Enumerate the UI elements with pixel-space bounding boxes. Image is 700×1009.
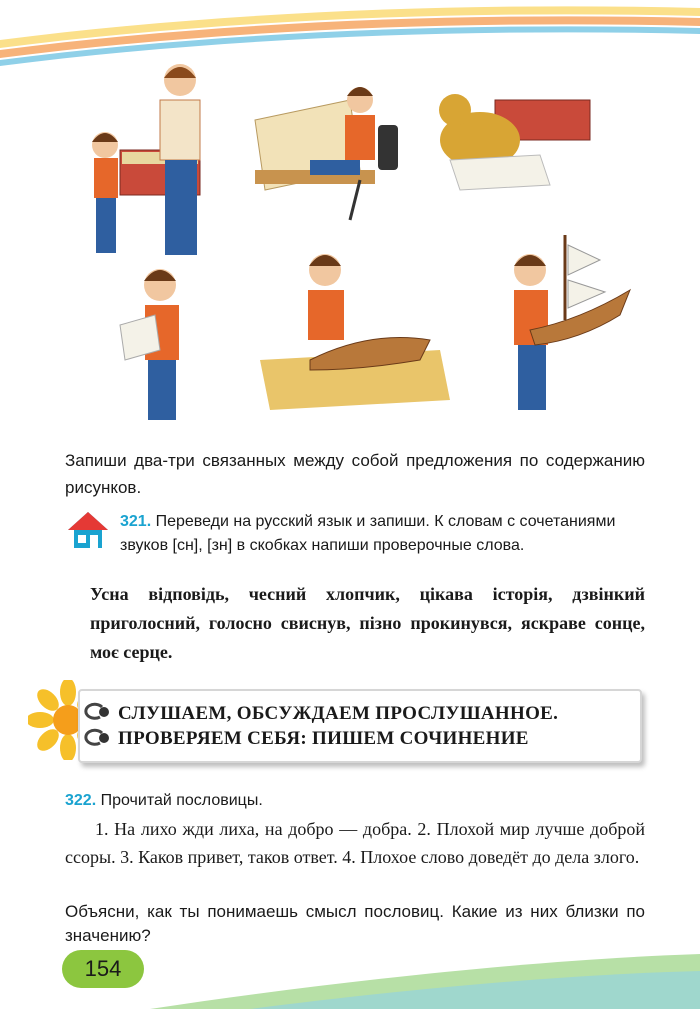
proverbs-text: 1. На лихо жди лиха, на добро — добра. 2. Плохой мир лучше доброй ссоры. 3. Каков привет, таков ответ. 4. Плохое слово доведёт до дела злого. (65, 819, 645, 867)
panel-repair (260, 254, 450, 410)
exercise-text: Прочитай пословицы. (100, 792, 263, 809)
panel-puppy (439, 94, 590, 190)
exercise-text: Переведи на русский язык и запиши. К словам с сочетаниями звуков [сн], [зн] в скобках напиши проверочные слова. (120, 513, 616, 554)
panel-desk (255, 87, 398, 220)
panel-ship (514, 235, 630, 410)
instruction-text: Запиши два-три связанных между собой предложения по содержанию рисунков. (65, 451, 645, 497)
exercise-number: 321. (120, 513, 152, 530)
panel-gift (92, 64, 200, 255)
story-illustrations (60, 60, 650, 430)
home-icon (66, 508, 110, 552)
binder-rings-icon (72, 695, 112, 755)
ukrainian-phrases: Усна відповідь, чесний хлопчик, цікава історія, дзвінкий приголосний, голосно свиснув, пізно прокинувся, яскраве сонце, моє серце. (90, 584, 645, 662)
panel-torn-paper (120, 269, 179, 420)
page-number: 154 (62, 950, 144, 988)
section-title-line-2: ПРОВЕРЯЕМ СЕБЯ: ПИШЕМ СОЧИНЕНИЕ (118, 728, 529, 749)
exercise-number: 322. (65, 792, 97, 809)
exercise-322 (65, 790, 263, 812)
question-text: Объясни, как ты понимаешь смысл пословиц. Какие из них близки по значению? (65, 902, 645, 945)
section-heading-box (78, 689, 642, 763)
exercise-321 (120, 510, 645, 558)
section-title-line-1: СЛУШАЕМ, ОБСУЖДАЕМ ПРОСЛУШАННОЕ. (118, 703, 559, 724)
